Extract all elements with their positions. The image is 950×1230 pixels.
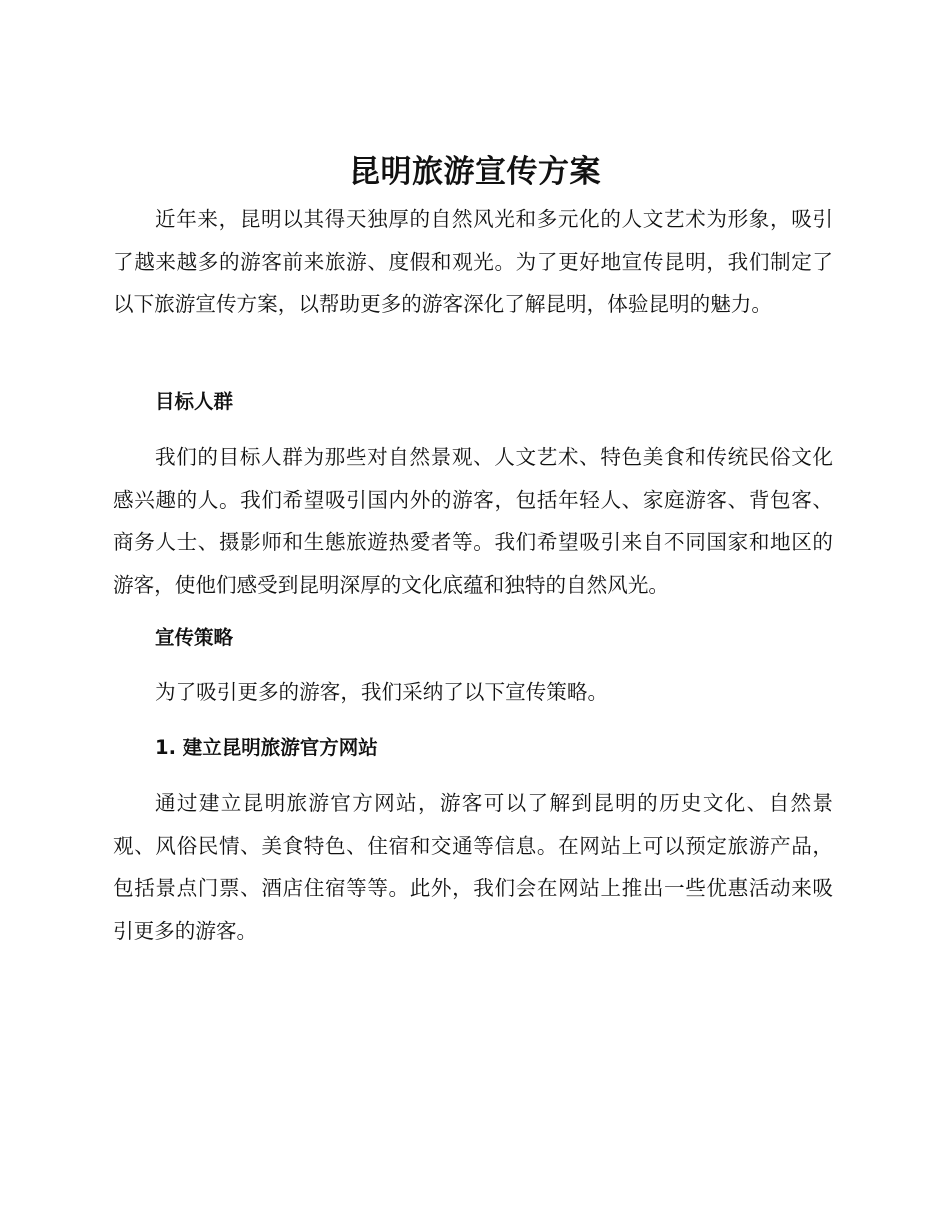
section-paragraph-target-audience: 我们的目标人群为那些对自然景观、人文艺术、特色美食和传统民俗文化感兴趣的人。我们希望吸引国内外的游客，包括年轻人、家庭游客、背包客、商务人士、摄影师和生態旅遊热愛者等。我们希望吸引来自不同国家和地区的游客，使他们感受到昆明深厚的文化底蕴和独特的自然风光。 [113, 445, 833, 597]
document-title: 昆明旅游宣传方案 [349, 154, 601, 190]
section-heading-official-website: 1. 建立昆明旅游官方网站 [155, 736, 378, 759]
intro-paragraph: 近年来，昆明以其得天独厚的自然风光和多元化的人文艺术为形象，吸引了越来越多的游客前来旅游、度假和观光。为了更好地宣传昆明，我们制定了以下旅游宣传方案，以帮助更多的游客深化了解昆明，体验昆明的魅力。 [113, 207, 833, 316]
section-paragraph-official-website: 通过建立昆明旅游官方网站，游客可以了解到昆明的历史文化、自然景观、风俗民情、美食特色、住宿和交通等信息。在网站上可以预定旅游产品，包括景点门票、酒店住宿等等。此外，我们会在网站上推出一些优惠活动来吸引更多的游客。 [113, 791, 833, 943]
section-paragraph-promotion-strategy: 为了吸引更多的游客，我们采纳了以下宣传策略。 [155, 680, 609, 704]
section-heading-promotion-strategy: 宣传策略 [155, 626, 234, 649]
section-heading-target-audience: 目标人群 [155, 390, 234, 413]
